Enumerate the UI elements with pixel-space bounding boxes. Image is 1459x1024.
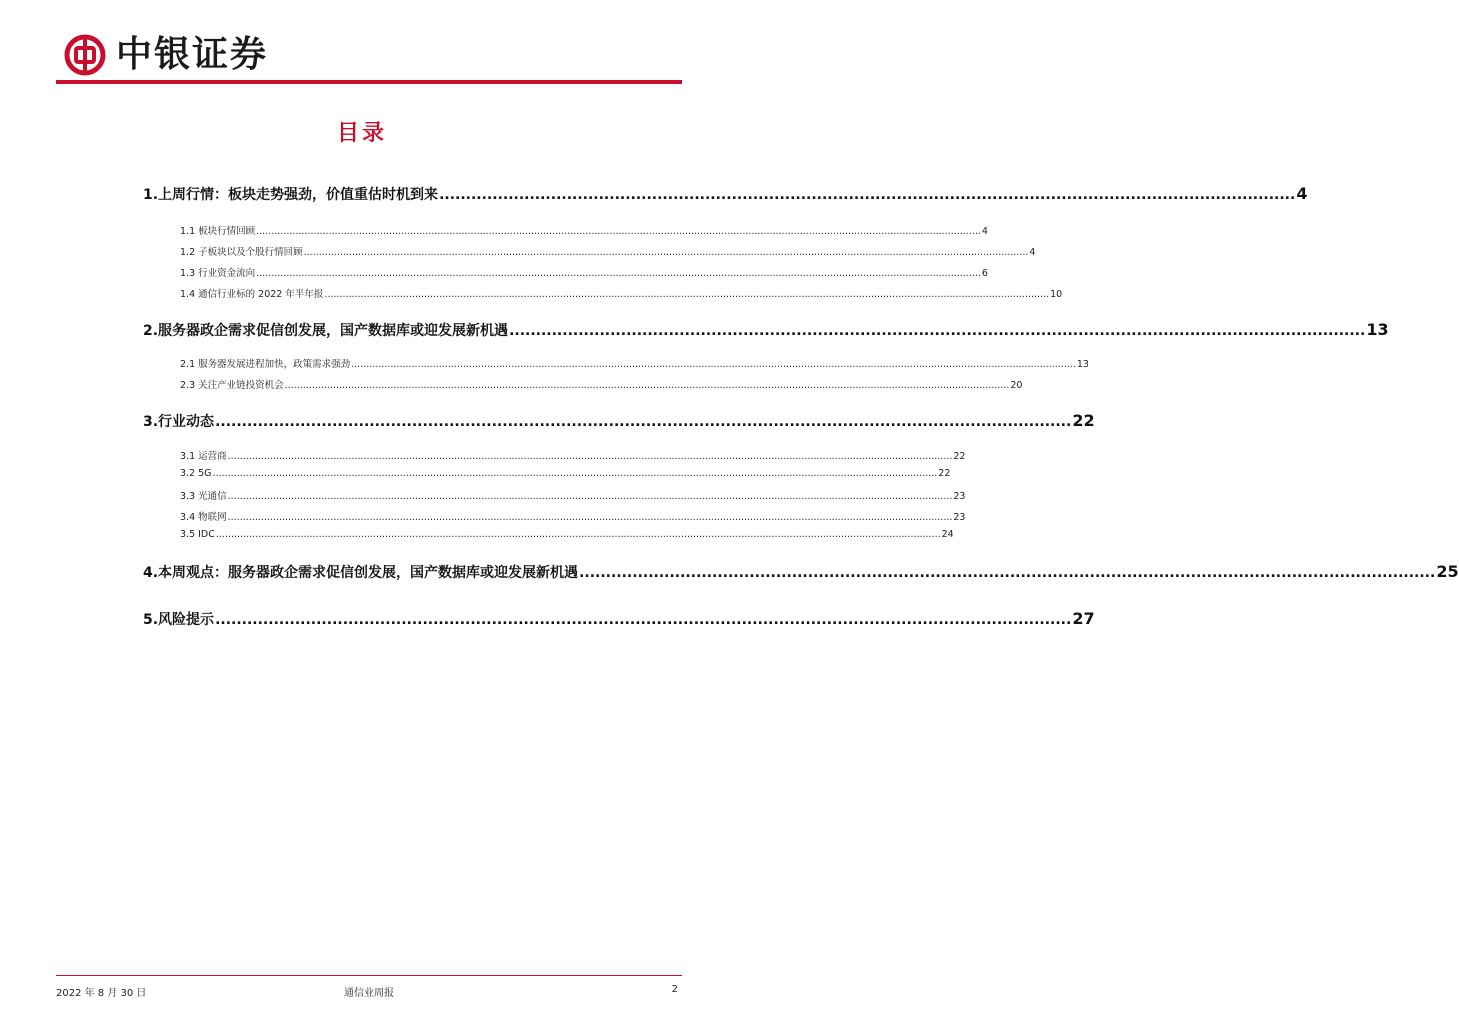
dot-leader: ................................................................................................................................................................. xyxy=(439,187,1296,203)
toc-entry-page: 6 xyxy=(981,268,988,279)
toc-entry-4[interactable] xyxy=(143,562,1459,582)
dot-leader: ................................................................................................................................................................. xyxy=(509,323,1366,339)
toc-entry-1-1[interactable] xyxy=(180,223,988,237)
toc-entry-label: 2.3 关注产业链投资机会 xyxy=(180,380,284,391)
dot-leader: ................................................................................................................................................................. xyxy=(215,612,1072,628)
dot-leader: ................................................................................................................................................................................................................................................ xyxy=(303,247,1029,258)
toc-entry-page: 25 xyxy=(1436,562,1459,581)
toc-entry-1-2[interactable] xyxy=(180,244,1036,258)
toc-entry-3-4[interactable] xyxy=(180,509,966,523)
bank-of-china-logo-icon xyxy=(64,34,106,76)
toc-entry-label: 1.上周行情：板块走势强劲，价值重估时机到来 xyxy=(143,187,439,203)
toc-entry-label: 3.行业动态 xyxy=(143,414,215,430)
toc-entry-page: 20 xyxy=(1010,380,1023,391)
toc-entry-label: 3.1 运营商 xyxy=(180,451,227,462)
toc-entry-page: 4 xyxy=(1296,184,1308,203)
toc-entry-page: 13 xyxy=(1076,359,1089,370)
toc-entry-label: 2.服务器政企需求促信创发展，国产数据库或迎发展新机遇 xyxy=(143,323,509,339)
toc-entry-page: 4 xyxy=(981,226,988,237)
toc-entry-page: 13 xyxy=(1366,320,1389,339)
toc-entry-page: 22 xyxy=(1072,411,1095,430)
toc-entry-3-5[interactable] xyxy=(180,529,954,540)
report-date: 2022 年 8 月 30 日 xyxy=(56,988,147,999)
toc-entry-3-3[interactable] xyxy=(180,488,966,502)
toc-entry-1-4[interactable] xyxy=(180,286,1063,300)
page-header xyxy=(56,22,682,84)
toc-entry-label: 1.2 子板块以及个股行情回顾 xyxy=(180,247,303,258)
dot-leader: ................................................................................................................................................................................................................................................ xyxy=(227,491,953,502)
toc-entry-page: 10 xyxy=(1050,289,1063,300)
dot-leader: ................................................................................................................................................................................................................................................ xyxy=(256,226,981,237)
toc-entry-1[interactable] xyxy=(143,184,1308,204)
dot-leader: ................................................................................................................................................................................................................................................ xyxy=(351,359,1076,370)
toc-entry-label: 4.本周观点：服务器政企需求促信创发展，国产数据库或迎发展新机遇 xyxy=(143,565,579,581)
toc-entry-3[interactable] xyxy=(143,411,1095,431)
toc-entry-label: 3.3 光通信 xyxy=(180,491,227,502)
dot-leader: ................................................................................................................................................................. xyxy=(215,414,1072,430)
toc-entry-page: 24 xyxy=(941,529,954,540)
header-divider xyxy=(56,80,682,84)
toc-entry-3-2[interactable] xyxy=(180,468,951,479)
toc-entry-page: 22 xyxy=(938,468,951,479)
toc-entry-5[interactable] xyxy=(143,609,1095,629)
dot-leader: ................................................................................................................................................................................................................................................ xyxy=(227,512,953,523)
toc-entry-label: 3.5 IDC xyxy=(180,529,215,540)
toc-entry-page: 4 xyxy=(1029,247,1036,258)
report-type: 通信业周报 xyxy=(344,988,394,999)
dot-leader: ................................................................................................................................................................. xyxy=(579,565,1436,581)
toc-entry-page: 23 xyxy=(953,491,966,502)
dot-leader: ................................................................................................................................................................................................................................................ xyxy=(227,451,953,462)
page-number: 2 xyxy=(671,984,678,995)
toc-entry-page: 22 xyxy=(953,451,966,462)
toc-entry-2-3[interactable] xyxy=(180,377,1023,391)
dot-leader: ................................................................................................................................................................................................................................................ xyxy=(256,268,981,279)
toc-entry-2-1[interactable] xyxy=(180,356,1089,370)
brand-name: 中银证券 xyxy=(116,33,269,75)
toc-entry-label: 1.1 板块行情回顾 xyxy=(180,226,256,237)
toc-entry-label: 3.2 5G xyxy=(180,468,212,479)
toc-title: 目录 xyxy=(336,121,387,146)
dot-leader: ................................................................................................................................................................................................................................................ xyxy=(215,529,941,540)
dot-leader: ................................................................................................................................................................................................................................................ xyxy=(284,380,1010,391)
toc-entry-3-1[interactable] xyxy=(180,448,966,462)
toc-entry-label: 5.风险提示 xyxy=(143,612,215,628)
toc-entry-label: 1.4 通信行业标的 2022 年半年报 xyxy=(180,289,324,300)
toc-entry-label: 2.1 服务器发展进程加快，政策需求强劲 xyxy=(180,359,351,370)
toc-entry-1-3[interactable] xyxy=(180,265,988,279)
toc-entry-label: 1.3 行业资金流向 xyxy=(180,268,256,279)
toc-entry-page: 23 xyxy=(953,512,966,523)
toc-entry-page: 27 xyxy=(1072,609,1095,628)
footer-divider xyxy=(56,975,682,976)
dot-leader: ................................................................................................................................................................................................................................................ xyxy=(212,468,938,479)
dot-leader: ................................................................................................................................................................................................................................................ xyxy=(324,289,1050,300)
toc-entry-label: 3.4 物联网 xyxy=(180,512,227,523)
toc-entry-2[interactable] xyxy=(143,320,1389,340)
